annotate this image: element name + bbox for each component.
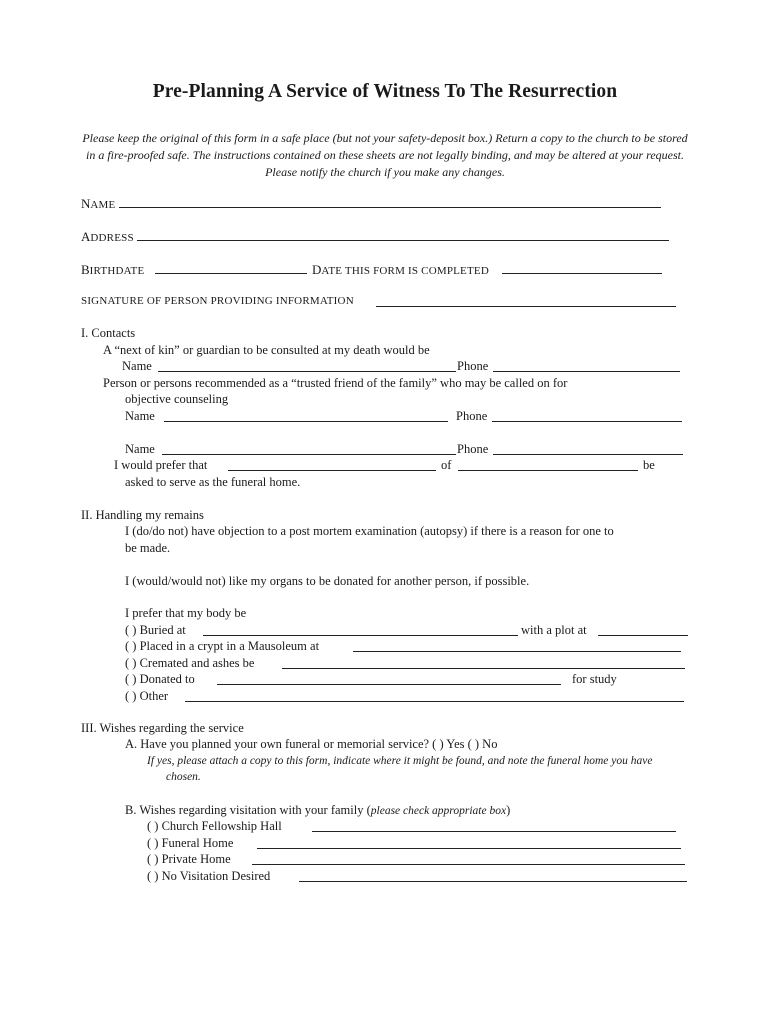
option-cremated[interactable]: ( ) Cremated and ashes be — [125, 656, 255, 670]
signature-label: SIGNATURE OF PERSON PROVIDING INFORMATION — [81, 295, 354, 307]
date-completed-label: DATE THIS FORM IS COMPLETED — [312, 262, 489, 277]
next-of-kin-name-field[interactable] — [158, 371, 456, 372]
name-field[interactable] — [119, 207, 661, 208]
friend-2-phone-label: Phone — [457, 442, 489, 456]
option-other[interactable]: ( ) Other — [125, 689, 169, 703]
cremated-field[interactable] — [282, 668, 685, 669]
attach-copy-note-2: chosen. — [166, 771, 201, 783]
prefer-funeral-text: I would prefer that — [114, 458, 208, 472]
visitation-wishes-suffix: ) — [506, 803, 511, 817]
donated-field[interactable] — [217, 684, 561, 685]
birthdate-label: BIRTHDATE — [81, 262, 145, 277]
next-of-kin-phone-field[interactable] — [493, 371, 680, 372]
friend-1-name-field[interactable] — [164, 421, 448, 422]
visitation-church-option[interactable]: ( ) Church Fellowship Hall — [147, 819, 282, 833]
intro-line-2: in a fire-proofed safe. The instructions contained on these sheets are not legally binding, and may be altered at your request. — [85, 148, 685, 162]
intro-line-3: Please notify the church if you make any changes. — [265, 165, 505, 179]
church-hall-field[interactable] — [312, 831, 676, 832]
date-completed-field[interactable] — [502, 273, 662, 274]
address-label: ADDRESS — [81, 229, 134, 244]
name-label: NAME — [81, 196, 116, 211]
friend-2-phone-field[interactable] — [493, 454, 683, 455]
address-field[interactable] — [137, 240, 669, 241]
visitation-wishes-text — [125, 804, 510, 818]
no-visitation-field[interactable] — [299, 881, 687, 882]
section-1-heading: I. Contacts — [81, 326, 136, 340]
visitation-private-home-option[interactable]: ( ) Private Home — [147, 852, 231, 866]
autopsy-text-2: be made. — [125, 541, 171, 555]
funeral-home-field[interactable] — [458, 470, 638, 471]
section-3-heading: III. Wishes regarding the service — [81, 721, 244, 735]
friend-2-name-field[interactable] — [162, 454, 456, 455]
section-2-heading: II. Handling my remains — [81, 508, 204, 522]
organ-donation-text: I (would/would not) like my organs to be donated for another person, if possible. — [125, 574, 530, 588]
private-home-field[interactable] — [252, 864, 685, 865]
page-title: Pre-Planning A Service of Witness To The Resurrection — [152, 81, 618, 102]
friend-1-phone-label: Phone — [456, 409, 488, 423]
planned-service-question[interactable]: A. Have you planned your own funeral or memorial service? ( ) Yes ( ) No — [125, 737, 498, 751]
next-of-kin-phone-label: Phone — [457, 359, 489, 373]
friend-1-phone-field[interactable] — [492, 421, 682, 422]
next-of-kin-name-label: Name — [122, 359, 152, 373]
funeral-home-visitation-field[interactable] — [257, 848, 681, 849]
birthdate-field[interactable] — [155, 273, 307, 274]
option-buried[interactable]: ( ) Buried at — [125, 623, 186, 637]
next-of-kin-text: A “next of kin” or guardian to be consulted at my death would be — [103, 343, 430, 357]
asked-to-serve-text: asked to serve as the funeral home. — [125, 475, 301, 489]
other-field[interactable] — [185, 701, 684, 702]
buried-at-field[interactable] — [203, 635, 518, 636]
autopsy-text-1: I (do/do not) have objection to a post mortem examination (autopsy) if there is a reason for one to — [125, 524, 614, 538]
prefer-body-text: I prefer that my body be — [125, 606, 247, 620]
plot-field[interactable] — [598, 635, 688, 636]
crypt-field[interactable] — [353, 651, 681, 652]
visitation-none-option[interactable]: ( ) No Visitation Desired — [147, 869, 271, 883]
trusted-friend-text-2: objective counseling — [125, 392, 229, 406]
for-study-text: for study — [572, 672, 617, 686]
attach-copy-note-1: If yes, please attach a copy to this form, indicate where it might be found, and note the funeral home you have — [147, 755, 653, 767]
plot-label: with a plot at — [521, 623, 587, 637]
intro-line-1: Please keep the original of this form in a safe place (but not your safety-deposit box.) Return a copy to the church to be stored — [82, 131, 688, 145]
intro-text — [70, 130, 700, 181]
preferred-director-field[interactable] — [228, 470, 436, 471]
check-box-instruction: please check appropriate box — [370, 805, 507, 817]
visitation-funeral-home-option[interactable]: ( ) Funeral Home — [147, 836, 234, 850]
signature-field[interactable] — [376, 306, 676, 307]
friend-1-name-label: Name — [125, 409, 155, 423]
option-crypt[interactable]: ( ) Placed in a crypt in a Mausoleum at — [125, 639, 320, 653]
trusted-friend-text-1: Person or persons recommended as a “trusted friend of the family” who may be called on for — [103, 376, 568, 390]
visitation-wishes-prefix: B. Wishes regarding visitation with your family ( — [125, 803, 371, 817]
friend-2-name-label: Name — [125, 442, 155, 456]
be-text: be — [643, 458, 655, 472]
option-donated[interactable]: ( ) Donated to — [125, 672, 195, 686]
of-text: of — [441, 458, 452, 472]
